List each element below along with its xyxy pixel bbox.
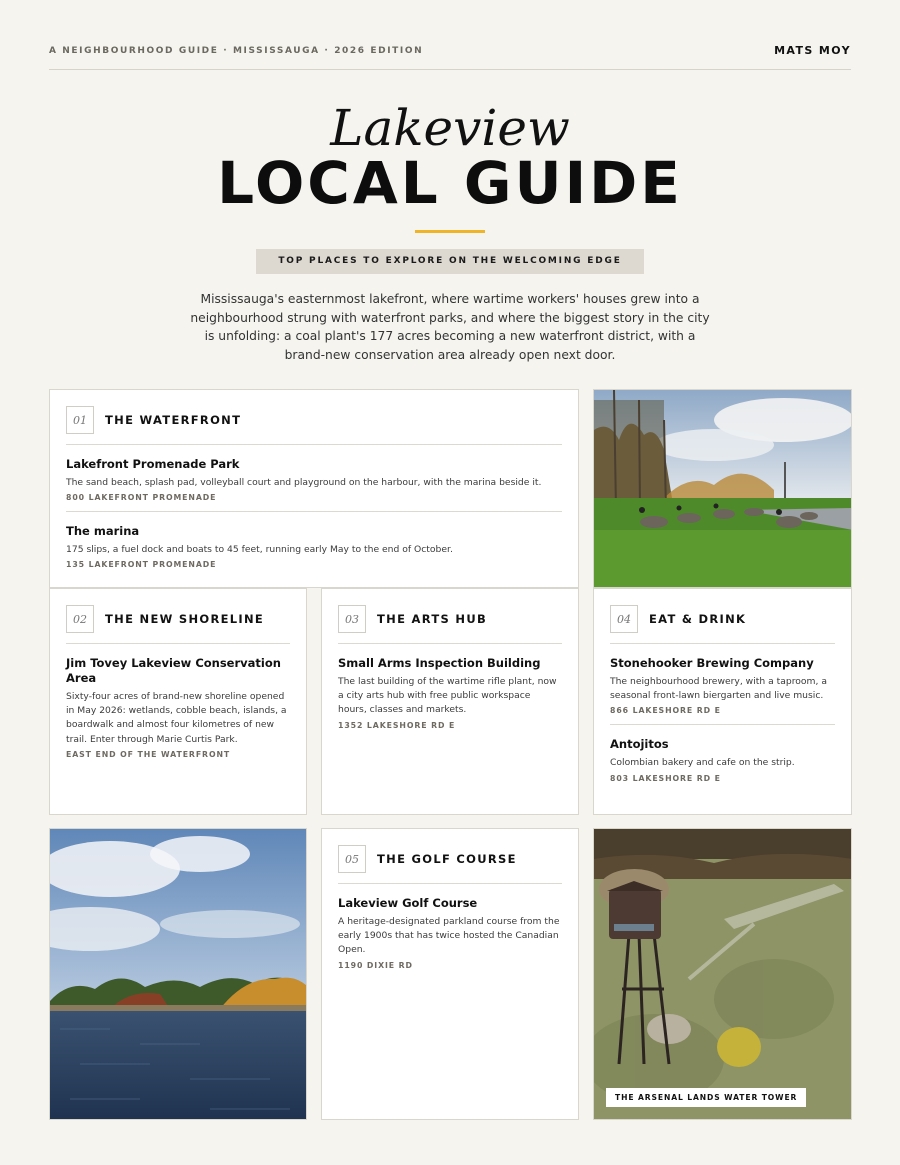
list-item	[610, 644, 835, 725]
place-description: Sixty-four acres of brand-new shoreline opened in May 2026: wetlands, cobble beach, islands, a boardwalk and almost four kilometres of new trail. Enter through Marie Curtis Park.	[66, 691, 287, 745]
place-description: The last building of the wartime rifle plant, now a city arts hub with free public workspace hours, classes and markets.	[338, 676, 557, 716]
place-address: EAST END OF THE WATERFRONT	[66, 749, 231, 759]
place-name: Lakeview Golf Course	[338, 896, 478, 910]
photo-caption: THE ARSENAL LANDS WATER TOWER	[606, 1088, 806, 1107]
place-description: The neighbourhood brewery, with a taproom, a seasonal front-lawn biergarten and live music.	[610, 676, 827, 702]
place-name: The marina	[66, 524, 140, 539]
tagline-badge: TOP PLACES TO EXPLORE ON THE WELCOMING EDGE	[256, 249, 644, 274]
section-header	[610, 604, 835, 634]
place-address: 1190 DIXIE RD	[338, 960, 413, 970]
photo-geese-park	[593, 389, 852, 588]
section-arts-hub	[321, 588, 579, 815]
section-header	[338, 604, 562, 634]
place-name: Small Arms Inspection Building	[338, 656, 541, 670]
section-number: 01	[66, 406, 94, 434]
photo-water-tower	[593, 828, 852, 1120]
place-description: Colombian bakery and cafe on the strip.	[610, 757, 795, 769]
place-address: 800 LAKEFRONT PROMENADE	[66, 493, 217, 503]
place-address: 135 LAKEFRONT PROMENADE	[66, 560, 217, 570]
list-item	[66, 644, 290, 768]
section-header	[66, 604, 290, 634]
section-number: 02	[66, 605, 94, 633]
section-number: 03	[338, 605, 366, 633]
place-name: Antojitos	[610, 737, 669, 752]
accent-rule	[415, 230, 485, 233]
author-name: MATS MOY	[774, 44, 851, 57]
section-title: THE ARTS HUB	[377, 612, 488, 626]
section-title: EAT & DRINK	[649, 612, 747, 626]
page-title: LOCAL GUIDE	[217, 149, 683, 217]
section-number: 04	[610, 605, 638, 633]
place-description: A heritage-designated parkland course from the early 1900s that has twice hosted the Canadian Open.	[338, 916, 560, 956]
list-item	[338, 644, 562, 739]
section-header	[66, 405, 562, 435]
edition-label: A NEIGHBOURHOOD GUIDE · MISSISSAUGA · 2026 EDITION	[49, 46, 424, 56]
masthead-bar	[49, 40, 851, 70]
place-name: Stonehooker Brewing Company	[610, 656, 814, 670]
intro-paragraph: Mississauga's easternmost lakefront, where wartime workers' houses grew into a neighbourhood strung with waterfront parks, and where the biggest story in the city is unfolding: a coal plant's 177 acres becoming a new waterfront district, with a brand-new conservation area already open next door.	[190, 292, 710, 362]
section-eat-drink	[593, 588, 852, 815]
list-item	[66, 445, 562, 512]
section-new-shoreline	[49, 588, 307, 815]
place-description: 175 slips, a fuel dock and boats to 45 feet, running early May to the end of October.	[66, 544, 453, 556]
photo-lake-shore	[49, 828, 307, 1120]
section-waterfront	[49, 389, 579, 588]
section-title: THE GOLF COURSE	[377, 852, 517, 866]
list-item	[610, 725, 835, 791]
section-title: THE WATERFRONT	[105, 413, 242, 427]
section-number: 05	[338, 845, 366, 873]
place-name: Jim Tovey Lakeview Conservation Area	[66, 656, 281, 685]
place-address: 866 LAKESHORE RD E	[610, 706, 721, 716]
place-description: The sand beach, splash pad, volleyball court and playground on the harbour, with the marina beside it.	[66, 477, 542, 488]
section-title: THE NEW SHORELINE	[105, 612, 265, 626]
place-address: 1352 LAKESHORE RD E	[338, 720, 456, 730]
list-item	[66, 512, 562, 578]
place-address: 803 LAKESHORE RD E	[610, 773, 721, 783]
place-name: Lakefront Promenade Park	[66, 457, 240, 471]
section-header	[338, 844, 562, 874]
section-golf-course	[321, 828, 579, 1120]
title-script: Lakeview	[330, 99, 570, 157]
list-item	[338, 884, 562, 979]
